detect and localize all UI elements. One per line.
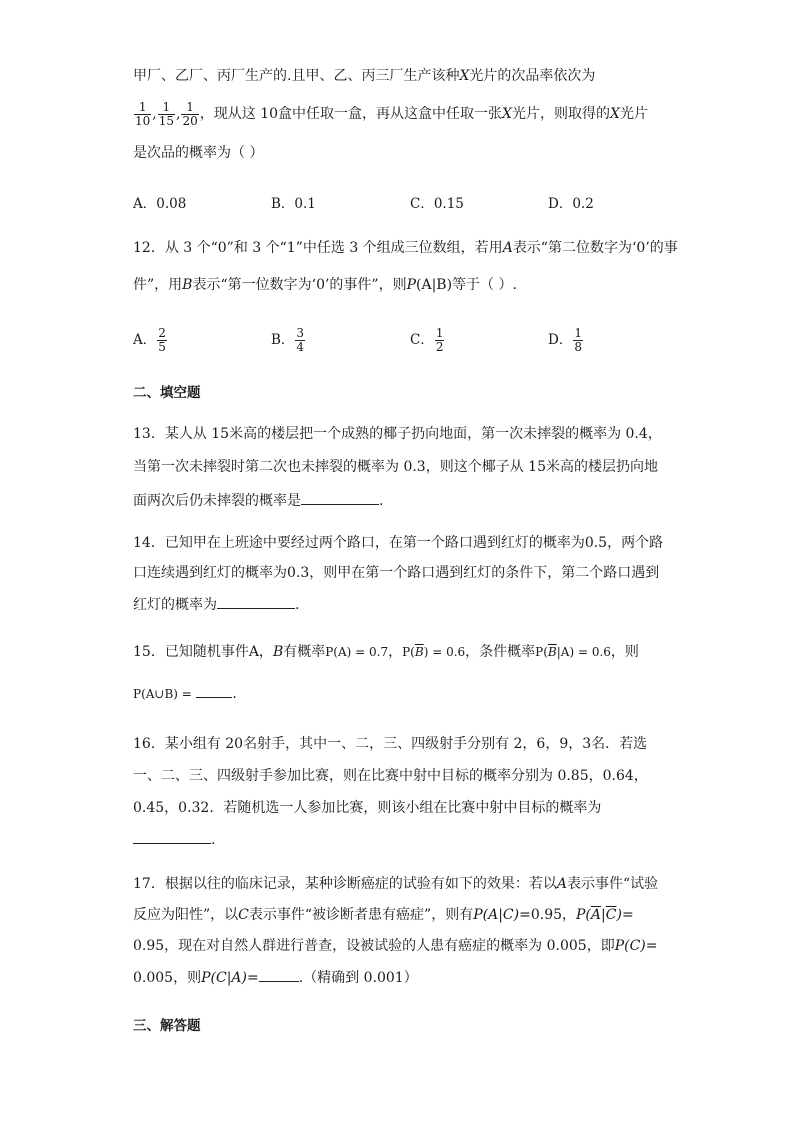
q14-line-3: 红灯的概率为 . [133, 594, 299, 615]
answer-blank[interactable] [259, 967, 299, 982]
q15-line-1: 15．已知随机事件A，B有概率P(A) = 0.7，$P(\overline{B}) = 0.6$，条件概率$P(\overline{B}|A) = 0.6$，则 [133, 644, 639, 660]
answer-blank[interactable] [301, 490, 379, 505]
q16-line-3: 0.45，0.32．若随机选一人参加比赛，则该小组在比赛中射中目标的概率为 [133, 800, 602, 816]
fraction-1-10: $\frac{1}{10}$ [135, 99, 151, 128]
q11-option-c: C．0.15 [410, 196, 464, 212]
q17-line-2: 反应为阳性”，以C表示事件“被诊断者患有癌症”，则有P(A|C)=0.95，$P(\overline{A}|\overline{C})=$ [133, 907, 634, 923]
q11-option-d: D．0.2 [548, 196, 594, 212]
q11-line-1: 甲厂、乙厂、丙厂生产的.且甲、乙、丙三厂生产该种X光片的次品率依次为 [133, 68, 596, 84]
q12-line-2: 件”，用B表示“第一位数字为‘0’的事件”，则P(A|B)等于（ ）. [133, 277, 517, 293]
q16-line-1: 16．某小组有 20名射手，其中一、二，三、四级射手分别有 2，6，9，3名．若选 [133, 736, 648, 752]
q11-option-b: B．0.1 [271, 196, 316, 212]
answer-blank[interactable] [133, 829, 211, 844]
q16-line-2: 一、二、三、四级射手参加比赛，则在比赛中射中目标的概率分别为 0.85，0.64， [133, 768, 648, 784]
q17-line-1: 17．根据以往的临床记录，某种诊断癌症的试验有如下的效果：若以A表示事件“试验 [133, 876, 659, 892]
q13-line-2: 当第一次未摔裂时第二次也未摔裂的概率为 0.3，则这个椰子从 15米高的楼层扔向地 [133, 459, 658, 475]
q12-option-a: A． $\frac{2}{5}$ [133, 326, 166, 354]
section-heading-fill-in: 二、填空题 [133, 385, 201, 401]
q15-line-2: P(A∪B) = . [133, 683, 237, 704]
q17-line-3: 0.95，现在对自然人群进行普查，设被试验的人患有癌症的概率为 0.005，即P(C)= [133, 938, 658, 954]
fraction-1-15: $\frac{1}{15}$ [158, 99, 175, 128]
q14-line-1: 14．已知甲在上班途中要经过两个路口，在第一个路口遇到红灯的概率为0.5，两个路 [133, 535, 664, 551]
answer-blank[interactable] [196, 683, 232, 698]
fraction-1-20: $\frac{1}{20}$ [182, 99, 198, 128]
q13-line-3: 面两次后仍未摔裂的概率是 . [133, 490, 383, 511]
answer-blank[interactable] [217, 594, 295, 609]
q11-line-2: $\frac{1}{10}$ , $\frac{1}{15}$ , $\frac{1}{20}$ ，现从这 10盒中任取一盒，再从这盒中任取一张X光片，则取得的X光片 [135, 99, 648, 128]
q11-line-3: 是次品的概率为（ ） [133, 145, 264, 161]
q16-line-4: . [133, 829, 215, 850]
q17-line-4: 0.005，则P(C|A)= .（精确到 0.001） [133, 967, 418, 988]
section-heading-solutions: 三、解答题 [133, 1018, 201, 1034]
q13-line-1: 13．某人从 15米高的楼层把一个成熟的椰子扔向地面，第一次未摔裂的概率为 0.4， [133, 426, 662, 442]
q14-line-2: 口连续遇到红灯的概率为0.3，则甲在第一个路口遇到红灯的条件下，第二个路口遇到 [133, 565, 660, 581]
q12-option-d: D． $\frac{1}{8}$ [548, 326, 582, 354]
q12-option-c: C． $\frac{1}{2}$ [410, 326, 444, 354]
q12-option-b: B． $\frac{3}{4}$ [271, 326, 305, 354]
q12-line-1: 12．从 3 个“0”和 3 个“1”中任选 3 个组成三位数组，若用A表示“第二位数字为‘0’的事 [133, 240, 678, 256]
q11-option-a: A．0.08 [133, 196, 187, 212]
